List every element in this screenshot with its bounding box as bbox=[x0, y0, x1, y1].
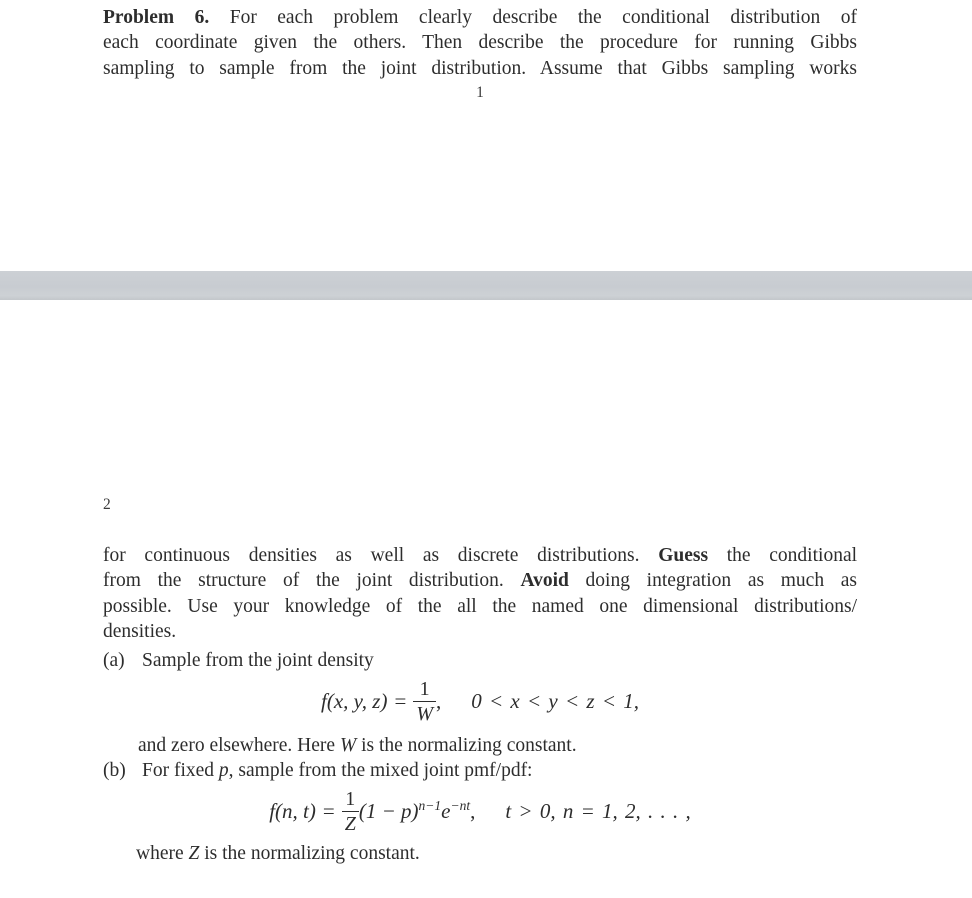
fraction-denominator: W bbox=[413, 701, 436, 726]
fraction-denominator: Z bbox=[342, 811, 359, 836]
text: is the normalizing constant. bbox=[204, 843, 420, 864]
item-b-text bbox=[142, 760, 532, 781]
guess-emphasis: Guess bbox=[658, 545, 709, 566]
paragraph-line bbox=[103, 543, 857, 568]
comma: , bbox=[436, 688, 442, 713]
paragraph-text: doing integration as much as bbox=[585, 570, 858, 592]
text: For fixed bbox=[142, 760, 215, 781]
base-term: (1 − p) bbox=[358, 798, 419, 823]
paragraph-line: possible. Use your knowledge of the all the named one dimensional distributions/ bbox=[103, 595, 857, 617]
exponent-n-minus-1: n−1 bbox=[418, 797, 442, 813]
variable-p: p bbox=[218, 760, 229, 781]
text: , sample from the mixed joint pmf/pdf: bbox=[228, 760, 533, 781]
fraction-1-over-W bbox=[413, 677, 436, 726]
formula-lhs: f(n, t) = bbox=[269, 798, 335, 823]
fraction-numerator: 1 bbox=[419, 677, 430, 700]
after-formula-a-text bbox=[138, 733, 577, 758]
page2-paragraph bbox=[103, 543, 857, 645]
comma: , bbox=[470, 798, 476, 823]
text: where bbox=[136, 843, 184, 864]
paragraph-line: sampling to sample from the joint distribution. Assume that Gibbs sampling works bbox=[103, 57, 857, 79]
list-item-b bbox=[103, 758, 857, 783]
text: is the normalizing constant. bbox=[361, 735, 577, 756]
formula-condition: 0 < x < y < z < 1, bbox=[471, 688, 639, 713]
variable-Z: Z bbox=[188, 843, 200, 864]
paragraph-text: for continuous densities as well as discrete distributions. bbox=[103, 545, 640, 566]
paragraph-text: from the structure of the joint distribution. bbox=[103, 570, 504, 592]
item-b-label: (b) bbox=[103, 760, 126, 781]
fraction-1-over-Z bbox=[342, 787, 359, 836]
fraction-numerator: 1 bbox=[345, 787, 356, 810]
text: and zero elsewhere. Here bbox=[138, 735, 336, 756]
equals-sign: = bbox=[394, 688, 407, 713]
page-separator bbox=[0, 271, 972, 300]
item-a-text: Sample from the joint density bbox=[142, 650, 374, 671]
paragraph-text: the conditional bbox=[726, 545, 858, 566]
avoid-emphasis: Avoid bbox=[520, 570, 569, 592]
where-z-text bbox=[136, 841, 420, 866]
paragraph-text: For each problem clearly describe the conditional distribution of bbox=[229, 7, 858, 28]
formula-lhs: f(x, y, z) = bbox=[321, 688, 407, 713]
formula-joint-density bbox=[103, 672, 857, 730]
page-number-2: 2 bbox=[103, 496, 111, 513]
page-number-1: 1 bbox=[476, 84, 484, 101]
exponent-minus-nt: −nt bbox=[450, 797, 471, 813]
item-a-label: (a) bbox=[103, 650, 125, 671]
problem-label: Problem 6. bbox=[103, 7, 210, 28]
variable-W: W bbox=[339, 735, 357, 756]
paragraph-line bbox=[103, 568, 857, 593]
paragraph-line: densities. bbox=[103, 621, 177, 643]
paragraph-line: each coordinate given the others. Then describe the procedure for running Gibbs bbox=[103, 32, 857, 54]
paragraph-line bbox=[103, 5, 857, 30]
list-item-a bbox=[103, 648, 857, 673]
e-term: e bbox=[441, 798, 451, 823]
page1-paragraph bbox=[103, 5, 857, 81]
formula-condition: t > 0, n = 1, 2, . . . , bbox=[505, 798, 691, 823]
formula-mixed-joint-pmf-pdf bbox=[103, 782, 857, 840]
formula-rhs bbox=[359, 799, 476, 824]
equals-sign: = bbox=[322, 798, 335, 823]
